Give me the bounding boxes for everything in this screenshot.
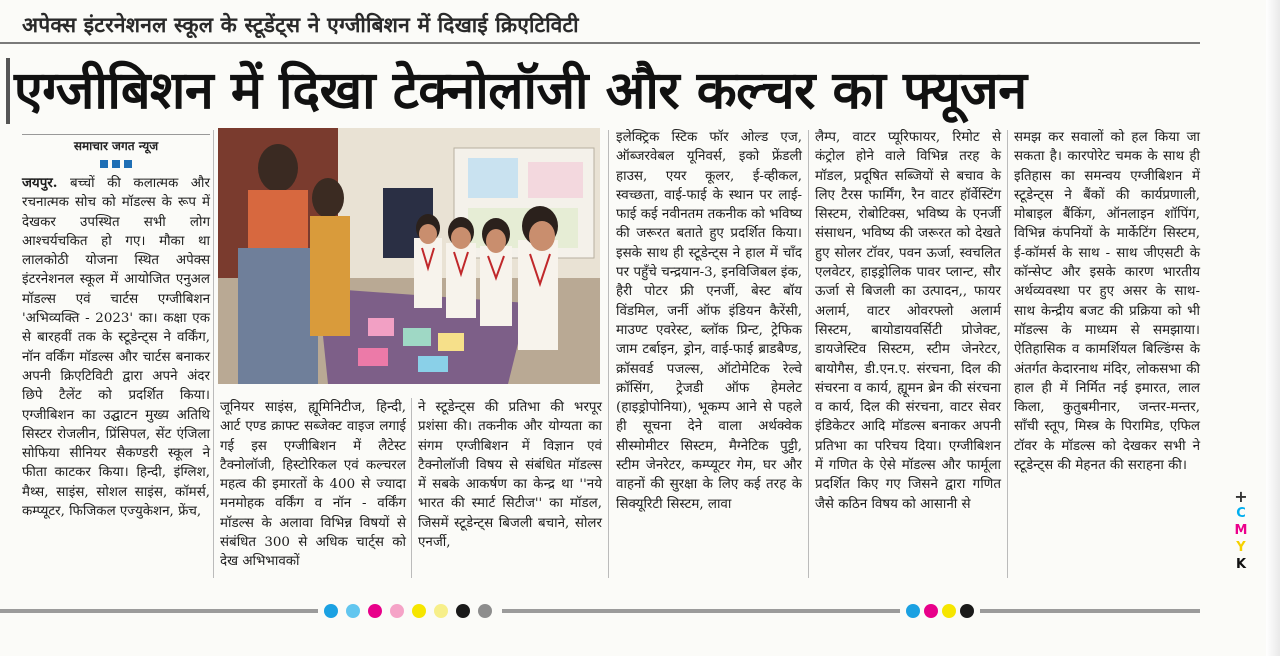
column-divider <box>608 130 609 578</box>
registration-letter-k: K <box>1235 557 1247 572</box>
color-dot-icon <box>478 604 492 618</box>
registration-letter-y: Y <box>1236 540 1246 555</box>
print-color-bar <box>0 604 1200 618</box>
column-divider <box>213 130 214 578</box>
column-4 <box>616 128 802 514</box>
column-5 <box>815 128 1001 514</box>
column-divider <box>411 398 412 578</box>
page-edge-shadow <box>1266 0 1280 656</box>
exhibition-photo <box>218 128 600 384</box>
byline-squares <box>22 159 210 168</box>
color-dot-icon <box>906 604 920 618</box>
color-dot-icon <box>346 604 360 618</box>
color-dot-icon <box>942 604 956 618</box>
color-dot-icon <box>456 604 470 618</box>
color-dot-icon <box>412 604 426 618</box>
column-2-text: जूनियर साइंस, ह्यूमिनिटीज, हिन्दी, आर्ट एण्ड क्राफ्ट सब्जेक्ट वाइज लगाई गई इस एग्जीबिशन में लैटेस्ट टैक्नोलॉजी, हिस्टोरिकल एवं कल्चरल महत्व की इमारतों के 400 से ज्यादा मनमोहक वर्किंग व नॉन - वर्किंग मॉडल्स के अलावा विभिन्न विषयों से संबंधित 300 से अधिक चार्ट्स को देख अभिभावकों <box>220 400 406 570</box>
column-1 <box>22 174 210 521</box>
column-6 <box>1014 128 1200 475</box>
previous-article-clipped-text <box>0 0 1200 8</box>
square-icon <box>100 160 108 168</box>
color-dot-icon <box>324 604 338 618</box>
column-3-text: ने स्टूडेन्ट्स की प्रतिभा की भरपूर प्रशंसा की। तकनीक और योग्यता का संगम एग्जीबिशन में विज्ञान एवं टैक्नोलॉजी विषय से संबंधित मॉडल्स में सबके आकर्षण का केन्द्र था ''नये भारत की स्मार्ट सिटीज'' का मॉडल, जिसमें स्टूडेन्ट्स बिजली बचाने, सोलर एनर्जी, <box>418 400 602 551</box>
column-2 <box>220 398 406 572</box>
color-bar-stripe <box>502 609 900 613</box>
dateline: जयपुर. <box>22 175 58 191</box>
kicker-rule <box>0 42 1200 44</box>
column-divider <box>808 130 809 578</box>
registration-letter-c: C <box>1236 506 1246 521</box>
headline-bar <box>6 58 10 124</box>
registration-letter-m: M <box>1234 523 1248 538</box>
column-1-text: बच्चों की कलात्मक और रचनात्मक सोच को मॉडल्स के रूप में देखकर उपस्थित सभी लोग आश्चर्यचकित हो गए। मौका था लालकोठी योजना स्थित अपेक्स इंटरनेशनल स्कूल में आयोजित एनुअल मॉडल्स एवं चार्टस एग्जीबिशन 'अभिव्यक्ति - 2023' का। कक्षा एक से बारहवीं तक के स्टूडेन्ट्स ने वर्किंग, नॉन वर्किंग मॉडल्स और चार्टस बनाकर अपनी क्रिएटिविटी द्वारा अपने अंदर छिपे टैलेंट को प्रदर्शित किया। एग्जीबिशन का उद्घाटन मुख्य अतिथि सिस्टर रोजलीन, प्रिंसिपल, सेंट एंजिला सोफिया सीनियर सैकण्डरी स्कूल ने फीता काटकर किया। हिन्दी, इंग्लिश, मैथ्स, साइंस, सोशल साइंस, कॉमर्स, कम्प्यूटर, फिजिकल एज्युकेशन, फ्रेंच, <box>22 176 210 520</box>
byline-block <box>22 134 210 171</box>
square-icon <box>112 160 120 168</box>
color-dot-icon <box>434 604 448 618</box>
square-icon <box>124 160 132 168</box>
cmyk-registration-marks <box>1234 488 1248 573</box>
color-dot-icon <box>924 604 938 618</box>
article-headline: एग्जीबिशन में दिखा टेक्नोलॉजी और कल्चर का फ्यूजन <box>14 61 1027 121</box>
color-bar-stripe <box>0 609 318 613</box>
column-divider <box>1007 130 1008 578</box>
color-dot-icon <box>960 604 974 618</box>
article-kicker: अपेक्स इंटरनेशनल स्कूल के स्टूडेंट्स ने एग्जीबिशन में दिखाई क्रिएटिविटी <box>22 13 579 37</box>
column-3 <box>418 398 602 552</box>
color-dot-icon <box>390 604 404 618</box>
registration-plus-icon: + <box>1234 487 1248 506</box>
exhibition-photo-image <box>218 128 600 384</box>
color-dot-icon <box>368 604 382 618</box>
color-bar-stripe <box>980 609 1200 613</box>
column-6-text: समझ कर सवालों को हल किया जा सकता है। कारपोरेट चमक के साथ ही इतिहास का समन्वय एग्जीबिशन में स्टूडेन्ट्स ने बैंकों की कार्यप्रणाली, मोबाइल बैंकिंग, ऑनलाइन शॉपिंग, विभिन्न कंपनियों के मार्केटिंग सिस्टम, ई-कॉमर्स के साथ - साथ जीएसटी के कॉन्सेप्ट और इसके कारण भारतीय अर्थव्यवस्था पर हुए असर के साथ-साथ केन्द्रीय बजट की प्रक्रिया को भी मॉडल्स के माध्यम से समझाया। ऐतिहासिक व कामर्शियल बिल्डिंग्स के अंतर्गत केदारनाथ मंदिर, लोकसभा की हाल ही में निर्मित नई इमारत, लाल किला, कुतुबमीनार, जन्तर-मन्तर, साँची स्तूप, मिस्त्र के पिरामिड, एफिल टॉवर के मॉडल्स को देखकर सभी ने स्टूडेन्ट्स की मेहनत की सराहना की। <box>1014 130 1200 474</box>
column-5-text: लैम्प, वाटर प्यूरिफायर, रिमोट से कंट्रोल होने वाले विभिन्न तरह के मॉडल, प्रदूषित सब्जियों से बचाव के लिए टैरस फार्मिंग, रैन वाटर हॉर्वेस्टिंग सिस्टम, रोबोटिक्स, भविष्य के एनर्जी संसाधन, भविष्य की जरूरत को देखते हुए सोलर टॉवर, पवन ऊर्जा, स्वचलित एलवेटर, हाइड्रोलिक पावर प्लान्ट, सौर ऊर्जा से बिजली का उत्पादन,, फायर अलार्म, वाटर ओवरफ्लो अलार्म सिस्टम, बायोडायवर्सिटी प्रोजेक्ट, डायजेस्टिव सिस्टम, स्टीम जेनरेटर, बायोगैस, डी.एन.ए. संरचना, दिल की संचरना व कार्य, ह्यूमन ब्रेन की संरचना व कार्य, दिल की संरचना, वाटर सेवर इंडिकेटर आदि मॉडल्स बनाकर अपनी प्रतिभा का परिचय दिया। एग्जीबिशन में गणित के ऐसे मॉडल्स और फार्मूला प्रदर्शित किए गए जिसने द्वारा गणित जैसे कठिन विषय को आसानी से <box>815 130 1001 512</box>
column-4-text: इलेक्ट्रिक स्टिक फॉर ओल्ड एज, ऑब्जरवेबल यूनिवर्स, इको फ्रेंडली हाउस, एयर कूलर, ई-व्हीकल, स्वच्छता, वाई-फाई के स्थान पर लाई-फाई कई नवीनतम तकनीक को भविष्य की जरूरत बताते हुए प्रदर्शित किया। इसके साथ ही स्टूडेन्ट्स ने हाल में चाँद पर पहुँचे चन्द्रयान-3, इनविजिबल इंक, हैरी पोटर फ्री एनर्जी, बेस्ट बॉय विंडमिल, जर्नी ऑफ इंडियन कैरेंसी, माउण्ट एवरेस्ट, ब्लॉक प्रिन्ट, ट्रेफिक जाम टर्बाइन, ड्रोन, वाई-फाई ब्राडबैण्ड, क्रॉसवर्ड पजल्स, ऑटोमेटिक रेल्वे क्रॉसिंग, ट्रेजडी ऑफ हेमलेट (हाइड्रोपोनिया), भूकम्प आने से पहले ही सूचना देने वाला अर्थक्वेक सीस्मोमीटर सिस्टम, मैग्नेटिक पुट्टी, स्टीम जेनरेटर, कम्प्यूटर गेम, घर और वाहनों की सुरक्षा के लिए कई तरह के सिक्यूरिटी सिस्टम, लावा <box>616 130 802 512</box>
byline: समाचार जगत न्यूज <box>73 139 159 153</box>
